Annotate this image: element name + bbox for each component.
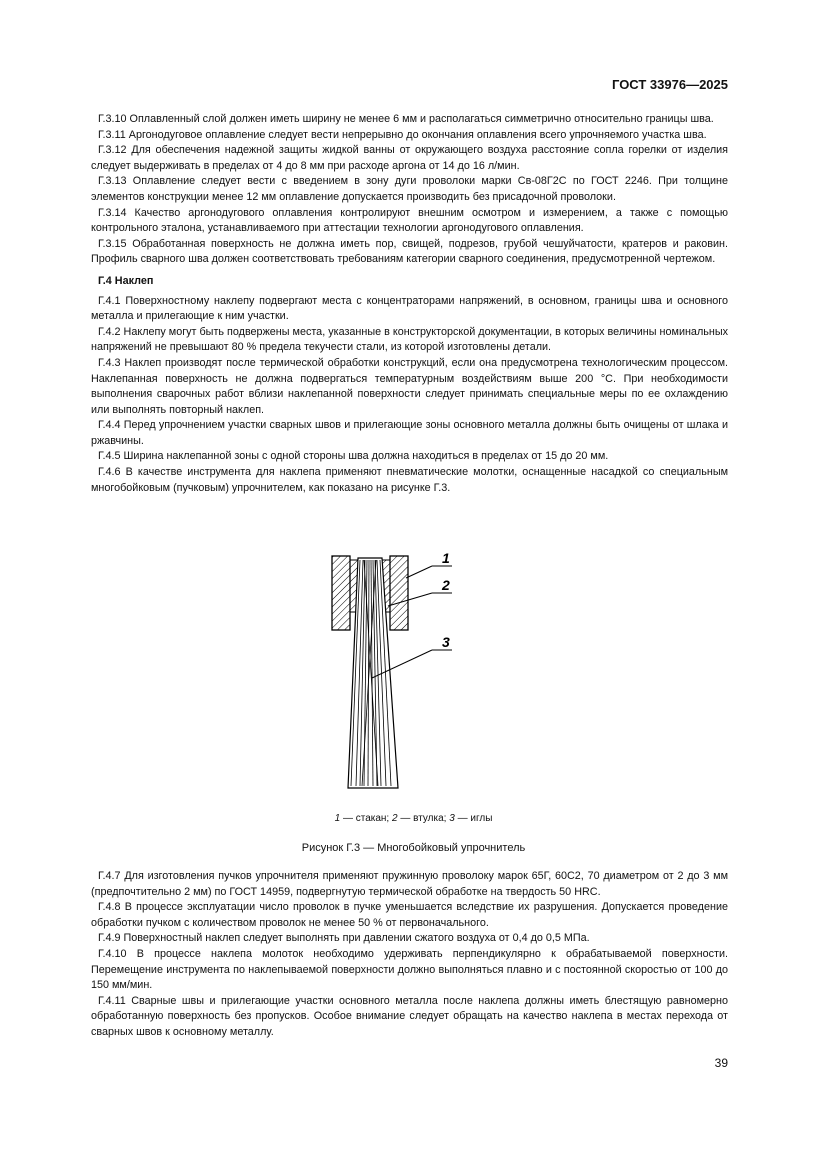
legend-num: 1 (334, 813, 341, 824)
text-block-bottom (91, 869, 728, 1041)
paragraph: Г.3.10 Оплавленный слой должен иметь ширину не менее 6 мм и располагаться симметрично относительно границы шва. (98, 113, 714, 125)
paragraph: Г.4.11 Сварные швы и прилегающие участки основного металла после наклепа должны иметь блестящую равномерно обработанную поверхность без пропусков. Особое внимание следует обращать на качество наклепа в местах перехода от сварных швов к основному металлу. (91, 994, 728, 1038)
paragraph: Г.4.10 В процессе наклепа молоток необходимо удерживать перпендикулярно к обрабатываемой поверхности. Перемещение инструмента по наклепываемой поверхности должно выполняться плавно и с постоянной скоростью от 100 до 150 мм/мин. (91, 947, 728, 992)
legend-text: — втулка; (397, 813, 450, 824)
page-number: 39 (714, 1056, 728, 1070)
paragraph: Г.4.5 Ширина наклепанной зоны с одной стороны шва должна находиться в пределах от 15 до 20 мм. (98, 450, 609, 463)
paragraph: Г.4.9 Поверхностный наклеп следует выполнять при давлении сжатого воздуха от 0,4 до 0,5 МПа. (98, 932, 590, 945)
paragraph: Г.4.6 В качестве инструмента для наклепа применяют пневматические молотки, оснащенные насадкой со специальным многобойковым (пучковым) упрочнителем, как показано на рисунке Г.3. (91, 466, 728, 494)
paragraph: Г.4.3 Наклеп производят после термической обработки конструкций, если она предусмотрена технологическим процессом. Наклепанная поверхность не должна подвергаться температурным воздействиям выше 200 °С. При необходимости выполнения сварочных работ вблизи наклепанной поверхности следует принимать специальные меры по ее охлаждению или выполнять повторный наклеп. (91, 356, 728, 416)
paragraph: Г.3.15 Обработанная поверхность не должна иметь пор, свищей, подрезов, грубой чешуйчатости, кратеров и раковин. Профиль сварного шва должен соответствовать требованиям категории сварного соединения, предусмотренной чертежом. (91, 237, 728, 266)
figure-caption: Рисунок Г.3 — Многобойковый упрочнитель (301, 842, 526, 854)
figure-label-2: 2 (442, 577, 450, 593)
legend-num: 3 (449, 813, 455, 824)
paragraph: Г.4.7 Для изготовления пучков упрочнителя применяют пружинную проволоку марок 65Г, 60С2, 70 диаметром от 2 до 3 мм (предпочтительно 2 мм) по ГОСТ 14959, подвергнутую термической обработке на твердость 50 HRC. (91, 870, 728, 898)
paragraph: Г.4.8 В процессе эксплуатации число проволок в пучке уменьшается вследствие их разрушения. Допускается проведение обработки пучком с количеством проволок не менее 50 % от первоначального. (91, 901, 728, 929)
figure-legend (0, 813, 827, 824)
text-block-top (91, 112, 728, 496)
cup-right-wall (390, 556, 408, 630)
legend-num: 2 (392, 813, 398, 824)
figure-label-1: 1 (442, 550, 450, 566)
paragraph: Г.4.2 Наклепу могут быть подвержены места, указанные в конструкторской документации, в которых величины номинальных напряжений не превышают 80 % предела текучести стали, из которой изготовлены детали. (91, 325, 728, 354)
paragraph: Г.3.11 Аргонодуговое оплавление следует вести непрерывно до окончания оплавления всего упрочняемого участка шва. (98, 128, 707, 141)
hardener-figure (320, 548, 470, 800)
paragraph: Г.4.1 Поверхностному наклепу подвергают места с концентраторами напряжений, в основном, границы шва и основного металла и прилегающие к ним участки. (91, 294, 728, 323)
leader-1 (406, 566, 432, 578)
paragraph: Г.3.12 Для обеспечения надежной защиты жидкой ванны от окружающего воздуха расстояние сопла горелки от изделия следует выдерживать в пределах от 4 до 8 мм при расходе аргона от 14 до 16 л/мин. (91, 144, 728, 172)
paragraph: Г.3.13 Оплавление следует вести с введением в зону дуги проволоки марки Св-08Г2С по ГОСТ 2246. При толщине элементов конструкции менее 12 мм оплавление допускается производить без присадочной проволоки. (91, 175, 728, 203)
document-header: ГОСТ 33976—2025 (612, 77, 728, 92)
paragraph: Г.4.4 Перед упрочнением участки сварных швов и прилегающие зоны основного металла должны быть очищены от шлака и ржавчины. (91, 419, 728, 447)
legend-text: — стакан; (340, 813, 392, 824)
legend-text: — иглы (454, 813, 493, 824)
section-heading: Г.4 Наклеп (98, 274, 154, 287)
paragraph: Г.3.14 Качество аргонодугового оплавления контролируют внешним осмотром и измерением, а также с помощью контрольного эталона, устанавливаемого при аттестации технологии аргонодугового оплавления. (91, 206, 728, 235)
figure-label-3: 3 (442, 634, 450, 650)
cup-left-wall (332, 556, 350, 630)
